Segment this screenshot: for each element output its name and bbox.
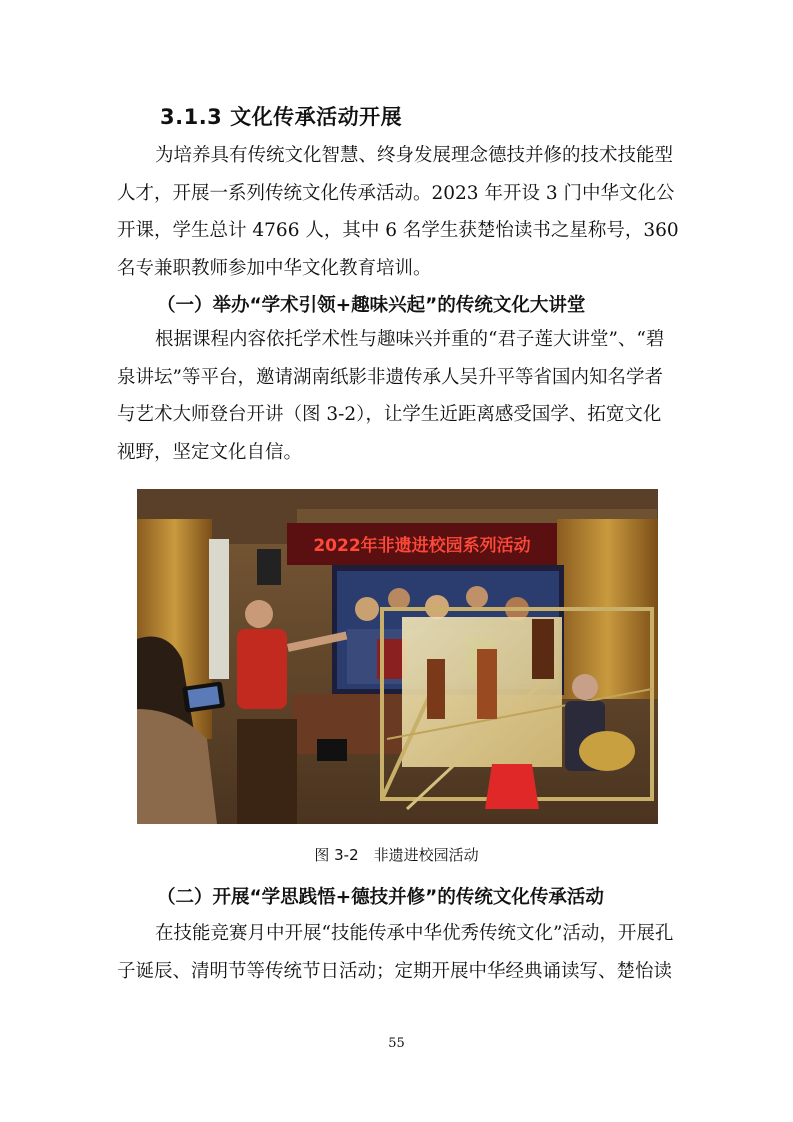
figure-caption: 图 3-2 非遗进校园活动 [314, 846, 479, 864]
shadow-puppet-photo [137, 489, 658, 824]
paragraph-1 [117, 321, 679, 471]
para1-line-2: 泉讲坛”等平台，邀请湖南纸影非遗传承人吴升平等省国内知名学者 [117, 366, 663, 388]
para1-line-3: 与艺术大师登台开讲（图 3-2），让学生近距离感受国学、拓宽文化 [117, 404, 662, 425]
intro-line-1: 为培养具有传统文化智慧、终身发展理念德技并修的技术技能型 [155, 145, 674, 166]
figure-photo [137, 489, 658, 824]
intro-paragraph [117, 137, 679, 287]
para1-line-1: 根据课程内容依托学术性与趣味兴并重的“君子莲大讲堂”、“碧 [155, 329, 665, 350]
subheading-2: （二）开展“学思践悟+德技并修”的传统文化传承活动 [157, 887, 604, 908]
section-heading: 3.1.3 文化传承活动开展 [160, 105, 403, 129]
paragraph-2 [117, 915, 679, 990]
intro-line-4: 名专兼职教师参加中华文化教育培训。 [117, 257, 432, 279]
subheading-1: （一）举办“学术引领+趣味兴起”的传统文化大讲堂 [157, 295, 586, 316]
para2-line-2: 子诞辰、清明节等传统节日活动；定期开展中华经典诵读写、楚怡读 [117, 960, 673, 982]
para1-line-4: 视野，坚定文化自信。 [117, 441, 303, 463]
intro-line-2: 人才，开展一系列传统文化传承活动。2023 年开设 3 门中华文化公 [117, 182, 675, 204]
page-number: 55 [388, 1036, 405, 1051]
intro-line-3: 开课，学生总计 4766 人，其中 6 名学生获楚怡读书之星称号，360 [117, 220, 679, 241]
banner-text: 2022年非遗进校园系列活动 [313, 536, 531, 556]
para2-line-1: 在技能竞赛月中开展“技能传承中华优秀传统文化”活动，开展孔 [155, 923, 674, 944]
